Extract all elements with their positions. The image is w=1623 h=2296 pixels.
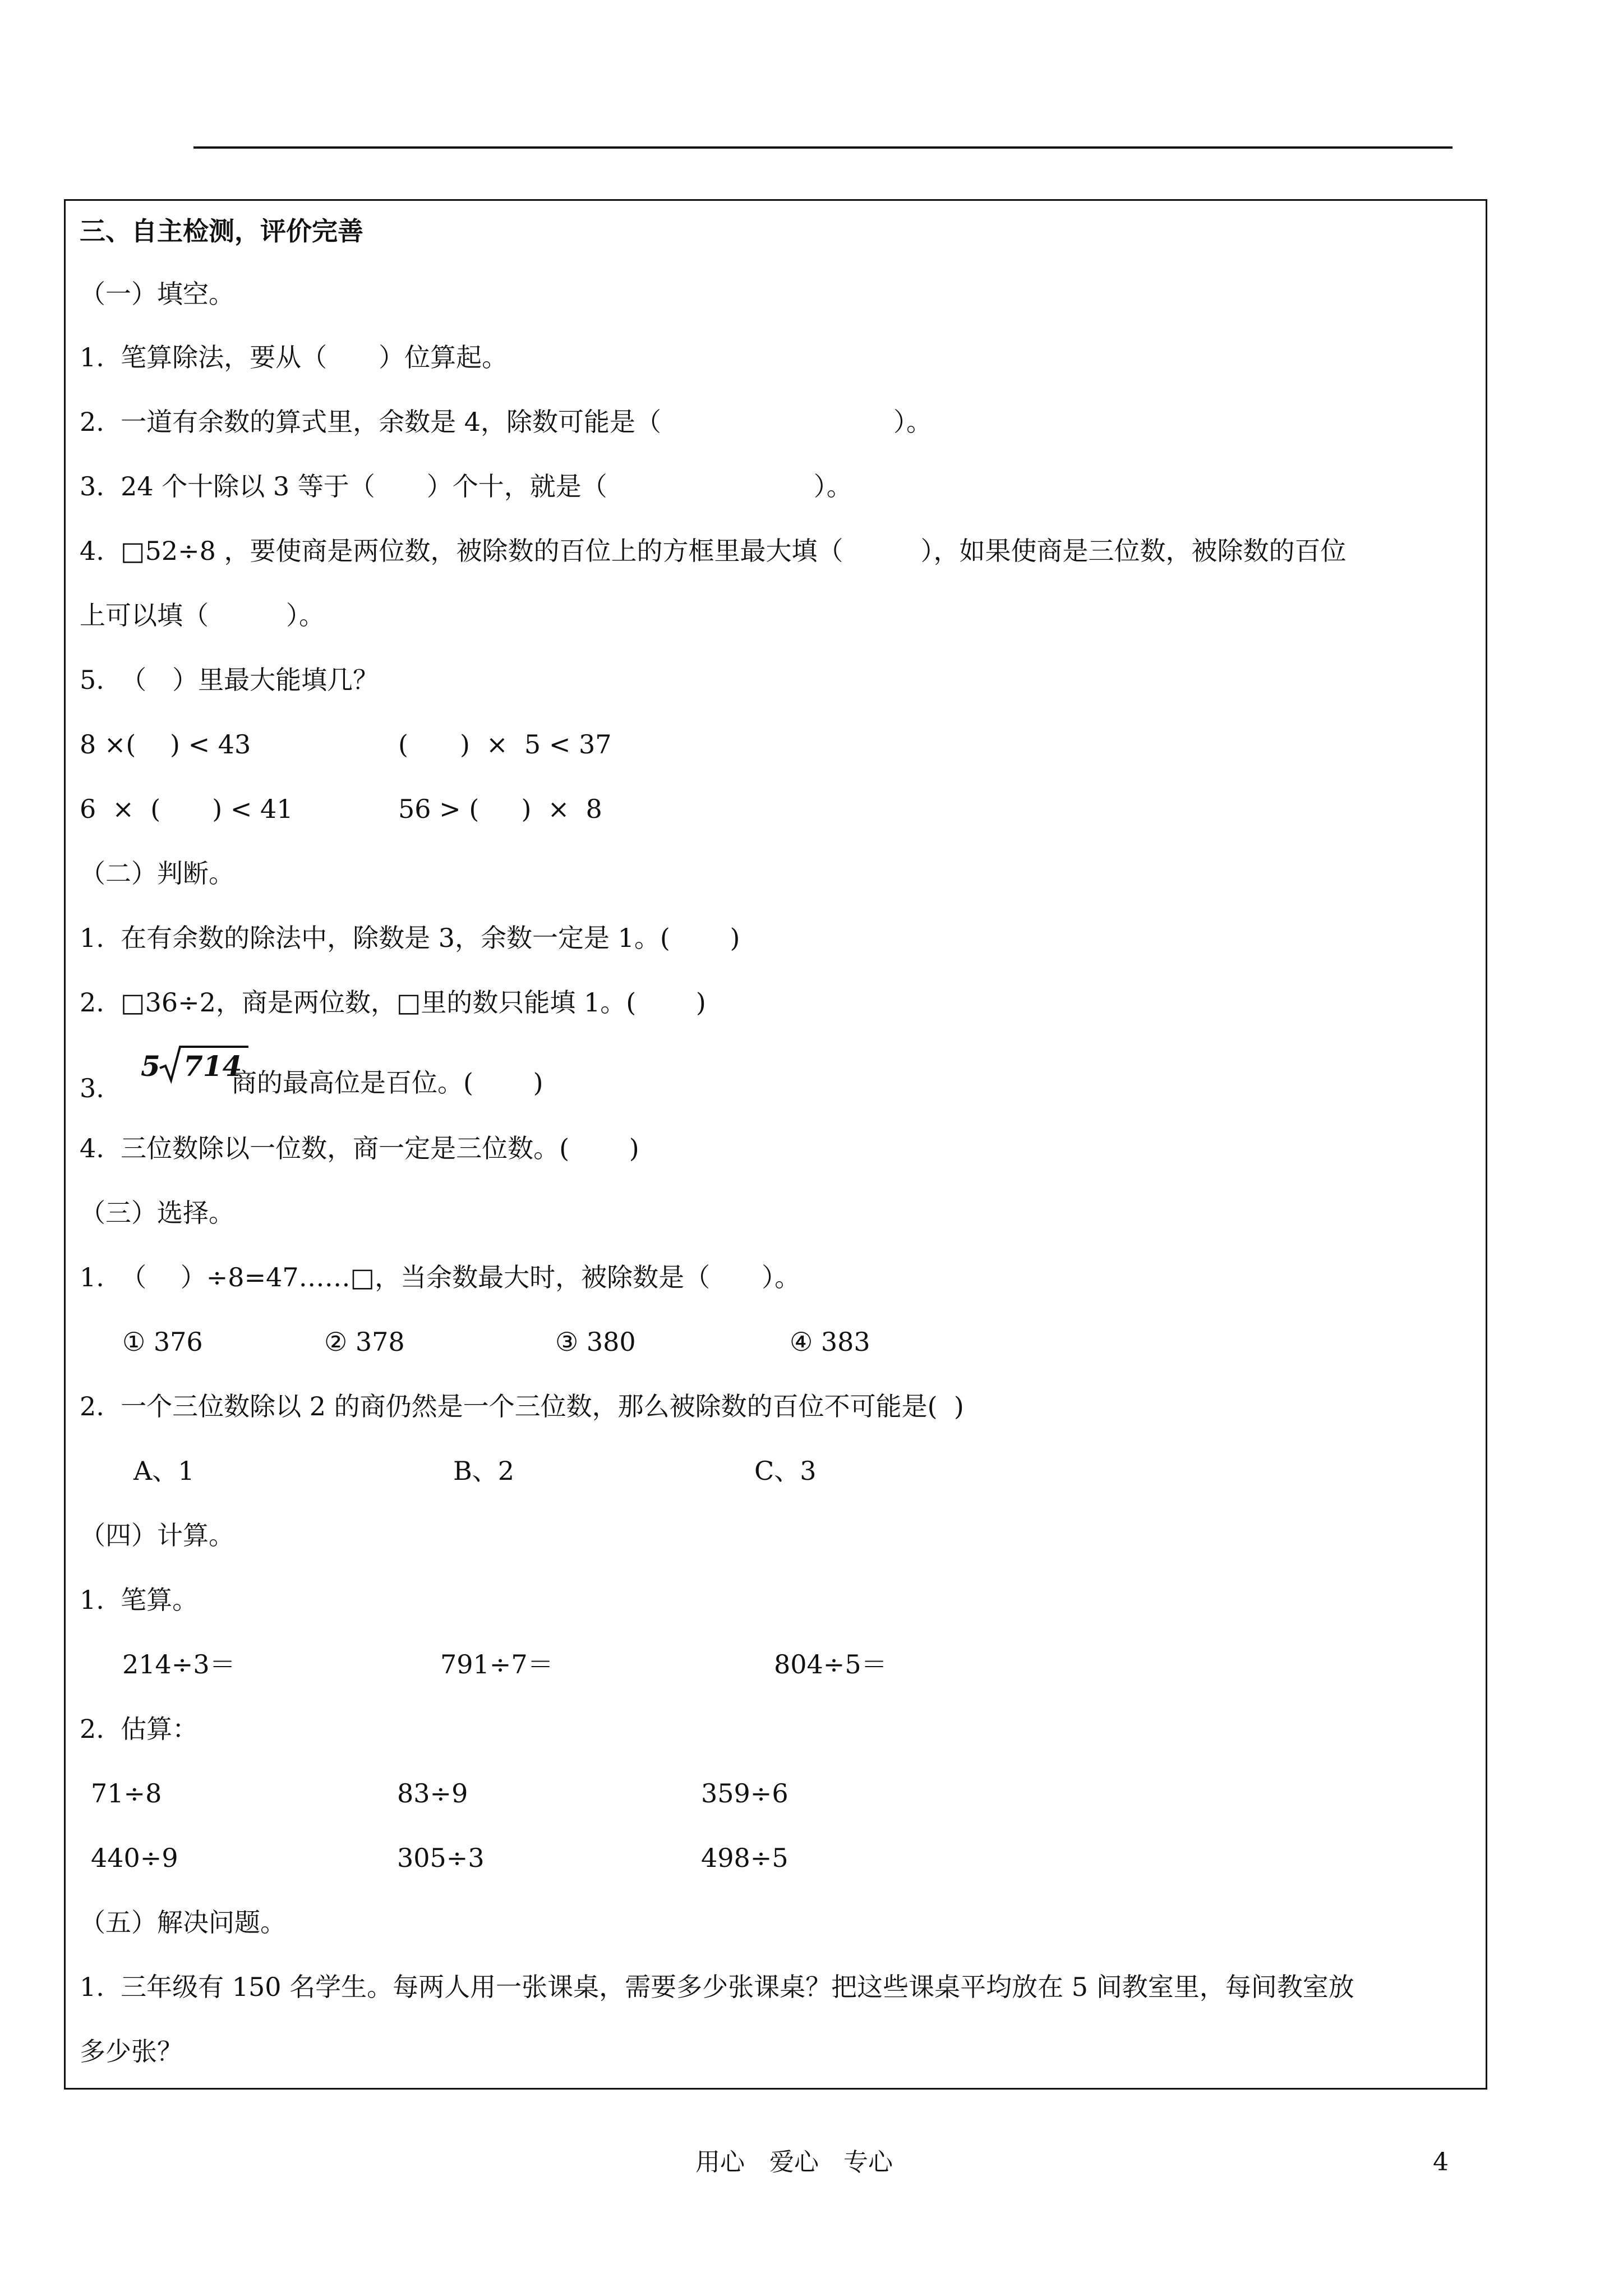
judge-heading: （二）判断。 [80, 858, 234, 889]
fill-blank-q4-line2: 上可以填（ ）。 [80, 600, 325, 631]
problem-heading: （五）解决问题。 [80, 1907, 286, 1938]
problem-q1-line1: 1. 三年级有 150 名学生。每两人用一张课桌，需要多少张课桌？把这些课桌平均放在 5 间教室里，每间教室放 [80, 1972, 1354, 2002]
problem-q1-line2: 多少张？ [80, 2036, 183, 2067]
calc-heading: （四）计算。 [80, 1520, 234, 1550]
written-calc-1: 214÷3＝ [122, 1649, 236, 1680]
header-rule [193, 146, 1453, 149]
judge-q1: 1. 在有余数的除法中，除数是 3，余数一定是 1。( ) [80, 923, 740, 953]
choice-q2-option-c: C、3 [754, 1456, 817, 1486]
fill-blank-q4-line1: 4. □52÷8 ，要使商是两位数，被除数的百位上的方框里最大填（ ），如果使商是三位数，被除数的百位 [80, 536, 1347, 566]
calc-sub2: 2. 估算： [80, 1714, 199, 1744]
choice-q2: 2. 一个三位数除以 2 的商仍然是一个三位数，那么被除数的百位不可能是( ) [80, 1391, 964, 1421]
choice-heading: （三）选择。 [80, 1198, 234, 1228]
choice-q1-option-3: ③ 380 [555, 1327, 636, 1357]
fill-blank-q1: 1. 笔算除法，要从（ ）位算起。 [80, 342, 508, 372]
page-number: 4 [1433, 2148, 1449, 2177]
written-calc-2: 791÷7＝ [440, 1649, 554, 1680]
section-title: 三、自主检测，评价完善 [80, 216, 363, 246]
inequality-d: 56 > ( ) × 8 [398, 794, 602, 824]
choice-q1: 1. （ ）÷8=47……□，当余数最大时，被除数是（ ）。 [80, 1262, 801, 1292]
calc-sub1: 1. 笔算。 [80, 1585, 199, 1615]
judge-q3-number: 3. [80, 1073, 104, 1103]
choice-q1-option-1: ① 376 [122, 1327, 203, 1357]
written-calc-3: 804÷5＝ [774, 1649, 887, 1680]
choice-q2-option-a: A、1 [133, 1456, 195, 1486]
estimate-3: 359÷6 [701, 1778, 789, 1809]
inequality-a: 8 ×( ) < 43 [80, 729, 251, 760]
fill-blank-heading: （一）填空。 [80, 279, 234, 309]
judge-q2: 2. □36÷2，商是两位数，□里的数只能填 1。( ) [80, 987, 706, 1018]
footer-motto: 用心 爱心 专心 [695, 2148, 893, 2177]
fill-blank-q5: 5. （ ）里最大能填几？ [80, 665, 379, 695]
choice-q1-option-2: ② 378 [324, 1327, 405, 1357]
estimate-1: 71÷8 [91, 1778, 162, 1809]
inequality-b: ( ) × 5 < 37 [398, 729, 612, 760]
fill-blank-q2: 2. 一道有余数的算式里，余数是 4，除数可能是（ ）。 [80, 407, 933, 437]
estimate-6: 498÷5 [701, 1843, 789, 1873]
estimate-5: 305÷3 [397, 1843, 485, 1873]
choice-q2-option-b: B、2 [453, 1456, 515, 1486]
divisor-text: 5 [141, 1050, 160, 1083]
estimate-4: 440÷9 [91, 1843, 178, 1873]
dividend-text: 714 [183, 1050, 242, 1083]
inequality-c: 6 × ( ) < 41 [80, 794, 293, 824]
fill-blank-q3: 3. 24 个十除以 3 等于（ ）个十，就是（ ）。 [80, 471, 852, 501]
estimate-2: 83÷9 [397, 1778, 468, 1809]
choice-q1-option-4: ④ 383 [790, 1327, 870, 1357]
judge-q3-text: 商的最高位是百位。( ) [231, 1068, 543, 1098]
judge-q4: 4. 三位数除以一位数，商一定是三位数。( ) [80, 1133, 639, 1163]
